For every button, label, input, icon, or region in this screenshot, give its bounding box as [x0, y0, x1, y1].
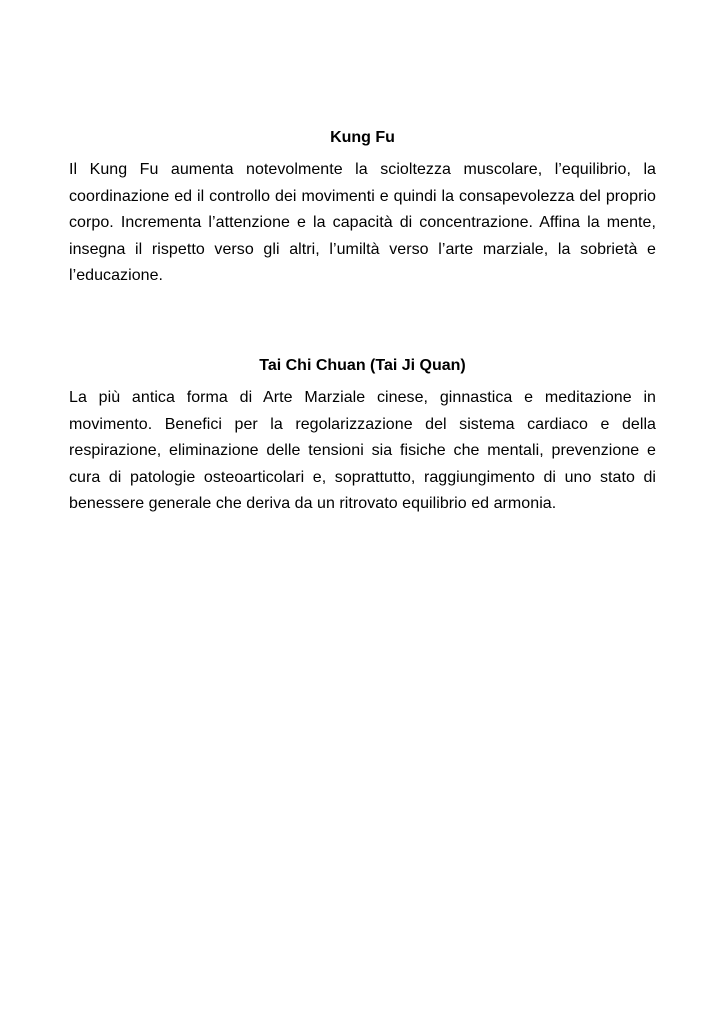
section-body-kung-fu: Il Kung Fu aumenta notevolmente la scioltezza muscolare, l’equilibrio, la coordinazione ed il controllo dei movimenti e quindi la consapevolezza del proprio corpo. Incrementa l’attenzione e la capacità di concentrazione. Affina la mente, insegna il rispetto verso gli altri, l’umiltà verso l’arte marziale, la sobrietà e l’educazione.: [69, 161, 656, 284]
section-tai-chi-chuan: [69, 354, 656, 518]
section-kung-fu: [69, 126, 656, 290]
section-heading-kung-fu: Kung Fu: [330, 129, 395, 146]
section-body-tai-chi-chuan: La più antica forma di Arte Marziale cinese, ginnastica e meditazione in movimento. Benefici per la regolarizzazione del sistema cardiaco e della respirazione, eliminazione delle tensioni sia fisiche che mentali, prevenzione e cura di patologie osteoarticolari e, soprattutto, raggiungimento di uno stato di benessere generale che deriva da un ritrovato equilibrio ed armonia.: [69, 389, 656, 512]
section-heading-tai-chi-chuan: Tai Chi Chuan (Tai Ji Quan): [259, 357, 466, 374]
